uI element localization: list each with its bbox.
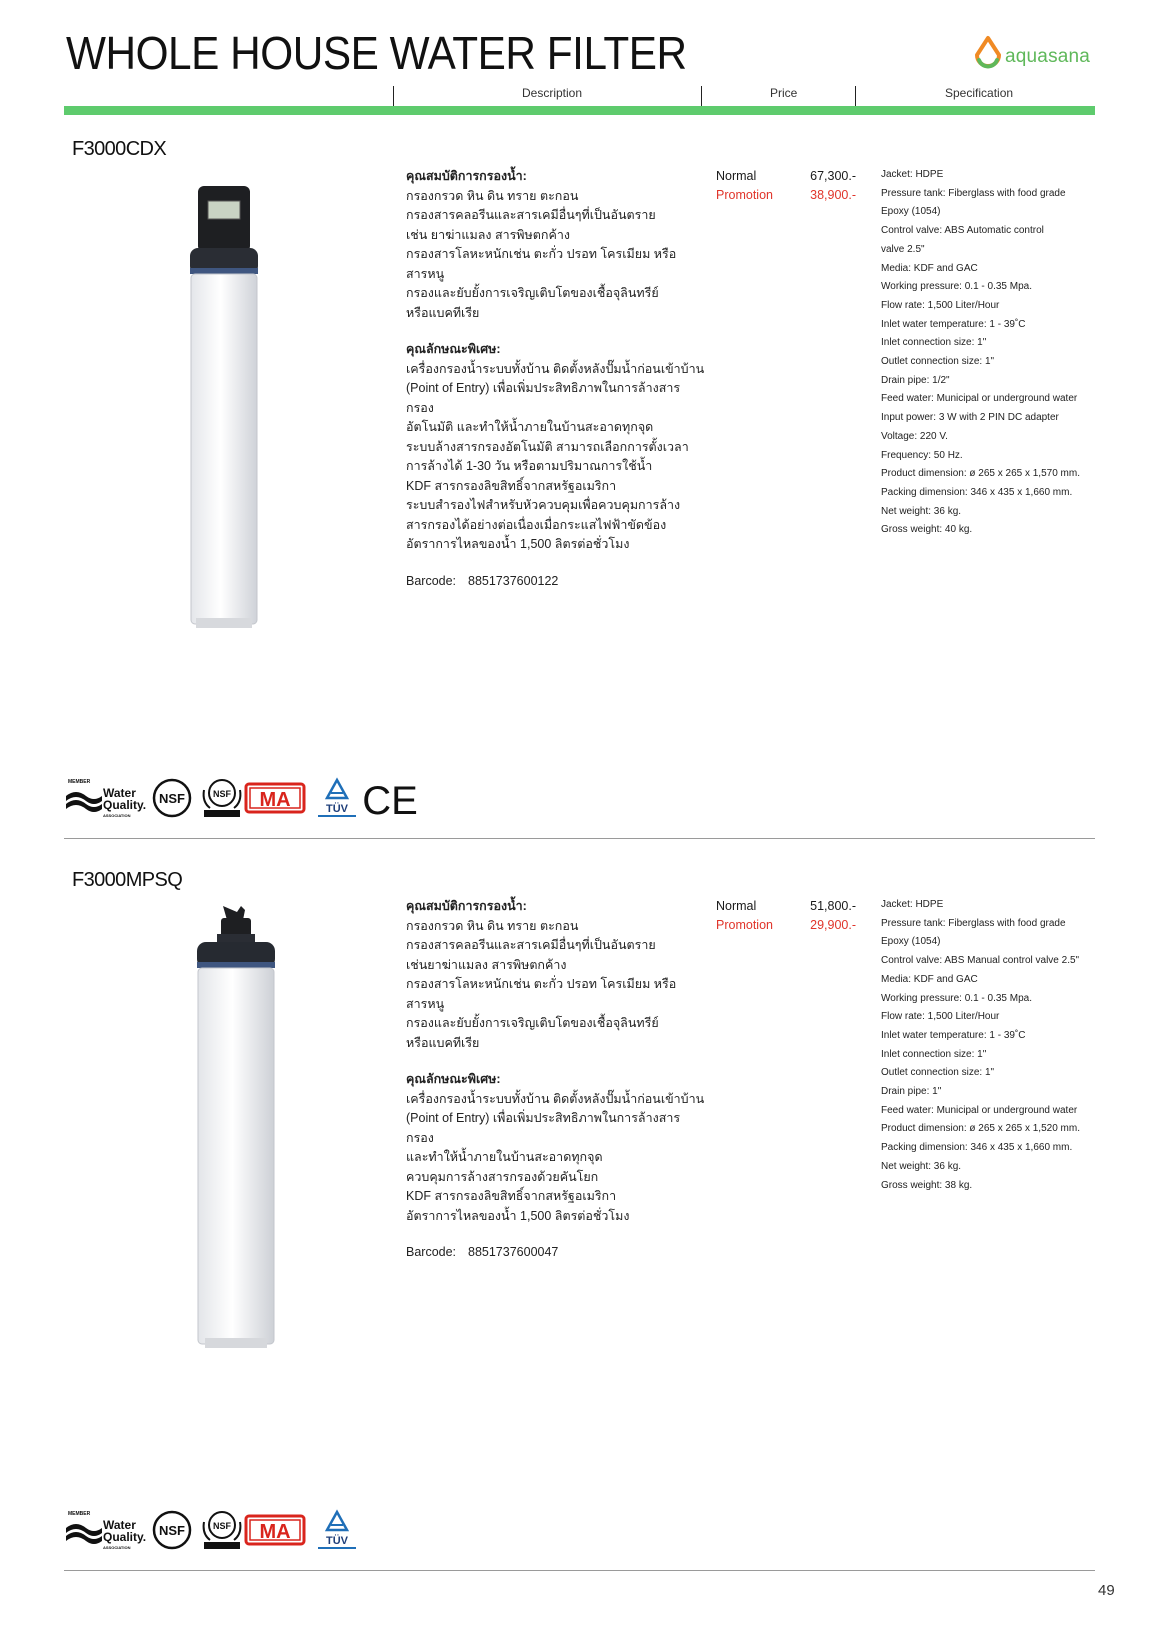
- feature-line: KDF สารกรองลิขสิทธิ์จากสหรัฐอเมริกา: [406, 1189, 617, 1203]
- spec-line: Flow rate: 1,500 Liter/Hour: [881, 299, 1000, 311]
- spec-block: [881, 166, 1096, 540]
- feature-line: การล้างได้ 1-30 วัน หรือตามปริมาณการใช้น้ำ: [406, 459, 653, 473]
- barcode: [406, 572, 706, 592]
- price-normal-row: [716, 167, 856, 186]
- price-promotion-label: Promotion: [716, 188, 773, 202]
- ma-text: MA: [259, 1521, 291, 1543]
- wqa-water-text: Water: [103, 786, 136, 800]
- spec-line: Net weight: 36 kg.: [881, 505, 962, 517]
- price-normal-label: Normal: [716, 899, 757, 913]
- filter-property-line: กรองและยับยั้งการเจริญเติบโตของเชื้อจุลินทรีย์: [406, 286, 659, 300]
- model-name: F3000CDX: [72, 138, 167, 160]
- description-block: [406, 897, 706, 1263]
- page-title: WHOLE HOUSE WATER FILTER: [66, 27, 687, 79]
- wqa-member-logo: [64, 776, 147, 824]
- spec-line: Outlet connection size: 1": [881, 356, 995, 368]
- feature-line: KDF สารกรองลิขสิทธิ์จากสหรัฐอเมริกา: [406, 478, 617, 493]
- spec-line: Pressure tank: Fiberglass with food grade: [881, 187, 1066, 199]
- tuv-text: TÜV: [326, 803, 348, 815]
- product-image-f3000cdx: [188, 186, 260, 631]
- wqa-association-text: ASSOCIATION: [103, 1545, 131, 1550]
- filter-property-line: กรองสารโลหะหนักเช่น ตะกั่ว ปรอท โครเมียม หรือสารหนู: [406, 977, 677, 1011]
- price-promotion-row: [716, 916, 856, 935]
- feature-line: ควบคุมการล้างสารกรองด้วยคันโยก: [406, 1169, 599, 1184]
- tuv-logo: [316, 776, 358, 820]
- wqa-quality-text: Quality.: [103, 798, 147, 812]
- nsf-text: NSF: [159, 1523, 185, 1538]
- spec-line: Working pressure: 0.1 - 0.35 Mpa.: [881, 992, 1032, 1004]
- spec-line: Jacket: HDPE: [881, 899, 944, 910]
- price-promotion-row: [716, 186, 856, 205]
- feature-line: อัตโนมัติ และทำให้น้ำภายในบ้านสะอาดทุกจุด: [406, 420, 654, 434]
- spec-line: Product dimension: ø 265 x 265 x 1,520 mm.: [881, 1123, 1080, 1135]
- spec-line: Drain pipe: 1": [881, 1086, 942, 1098]
- model-name: F3000MPSQ: [72, 869, 183, 891]
- spec-line: Feed water: Municipal or underground water: [881, 393, 1078, 405]
- spec-line: Input power: 3 W with 2 PIN DC adapter: [881, 412, 1059, 424]
- wqa-water-text: Water: [103, 1518, 136, 1532]
- nsf-iso-logo: [200, 776, 244, 820]
- spec-line: Jacket: HDPE: [881, 169, 944, 180]
- spec-line: Gross weight: 40 kg.: [881, 524, 973, 536]
- features-title: คุณลักษณะพิเศษ:: [406, 342, 501, 356]
- brand-logo: [974, 36, 1104, 76]
- wqa-association-text: ASSOCIATION: [103, 813, 131, 818]
- feature-line: ระบบล้างสารกรองอัตโนมัติ สามารถเลือกการตั้งเวลา: [406, 439, 689, 454]
- spec-line: Media: KDF and GAC: [881, 973, 978, 985]
- brand-name: aquasana: [1005, 46, 1091, 67]
- filter-property-line: เช่นยาฆ่าแมลง สารพิษตกค้าง: [406, 957, 567, 972]
- filter-properties-title: คุณสมบัติการกรองน้ำ:: [406, 899, 527, 913]
- column-header-description: Description: [522, 86, 583, 100]
- feature-line: เครื่องกรองน้ำระบบทั้งบ้าน ติดตั้งหลังปั๊มน้ำก่อนเข้าบ้าน: [406, 1091, 705, 1106]
- wqa-member-logo: [64, 1508, 147, 1556]
- price-normal-label: Normal: [716, 169, 757, 183]
- spec-line: Working pressure: 0.1 - 0.35 Mpa.: [881, 281, 1032, 293]
- wqa-member-text: MEMBER: [68, 779, 91, 785]
- header-green-bar: [64, 106, 1095, 115]
- spec-line: Control valve: ABS Automatic control: [881, 225, 1044, 237]
- spec-line: Epoxy (1054): [881, 206, 941, 218]
- drop-icon: [974, 36, 1002, 74]
- price-promotion-label: Promotion: [716, 918, 773, 932]
- price-block: [716, 167, 856, 205]
- feature-line: (Point of Entry) เพื่อเพิ่มประสิทธิภาพในการล้างสารกรอง: [406, 381, 681, 415]
- spec-block: [881, 896, 1096, 1195]
- nsf-logo: [152, 1508, 192, 1552]
- filter-property-line: กรองสารโลหะหนักเช่น ตะกั่ว ปรอท โครเมียม หรือสารหนู: [406, 247, 677, 281]
- spec-line: valve 2.5": [881, 243, 925, 255]
- wqa-member-text: MEMBER: [68, 1511, 91, 1517]
- filter-property-line: กรองกรวด หิน ดิน ทราย ตะกอน: [406, 918, 579, 933]
- barcode-value: 8851737600122: [468, 573, 559, 588]
- feature-line: (Point of Entry) เพื่อเพิ่มประสิทธิภาพในการล้างสารกรอง: [406, 1111, 681, 1145]
- spec-line: Packing dimension: 346 x 435 x 1,660 mm.: [881, 1142, 1073, 1154]
- column-header-specification: Specification: [945, 86, 1014, 100]
- barcode-value: 8851737600047: [468, 1245, 559, 1259]
- ce-logo: [362, 776, 418, 823]
- price-promotion-value: 38,900.-: [810, 188, 856, 202]
- filter-property-line: เช่น ยาฆ่าแมลง สารพิษตกค้าง: [406, 227, 570, 242]
- barcode-label: Barcode:: [406, 1245, 457, 1259]
- spec-line: Frequency: 50 Hz.: [881, 449, 963, 461]
- feature-line: ระบบสำรองไฟสำหรับหัวควบคุมเพื่อควบคุมการล้าง: [406, 498, 681, 512]
- nsf-text: NSF: [159, 791, 185, 806]
- price-normal-value: 51,800.-: [810, 899, 856, 913]
- price-block: [716, 897, 856, 935]
- spec-line: Flow rate: 1,500 Liter/Hour: [881, 1011, 1000, 1023]
- features-title: คุณลักษณะพิเศษ:: [406, 1072, 501, 1086]
- price-promotion-value: 29,900.-: [810, 918, 856, 932]
- spec-line: Control valve: ABS Manual control valve 2.5": [881, 955, 1080, 967]
- feature-line: เครื่องกรองน้ำระบบทั้งบ้าน ติดตั้งหลังปั๊มน้ำก่อนเข้าบ้าน: [406, 361, 705, 376]
- tuv-logo: [316, 1508, 358, 1552]
- ma-logo: [244, 776, 306, 820]
- page-number: 49: [1098, 1582, 1115, 1599]
- nsf-iso-logo: [200, 1508, 244, 1552]
- section-divider: [64, 838, 1095, 839]
- spec-line: Inlet water temperature: 1 - 39˚C: [881, 1029, 1026, 1041]
- feature-line: สารกรองได้อย่างต่อเนื่องเมื่อกระแสไฟฟ้าขัดข้อง: [406, 517, 667, 532]
- spec-line: Voltage: 220 V.: [881, 430, 948, 442]
- feature-line: อัตราการไหลของน้ำ 1,500 ลิตรต่อชั่วโมง: [406, 1208, 630, 1223]
- filter-property-line: กรองสารคลอรีนและสารเคมีอื่นๆที่เป็นอันตราย: [406, 208, 656, 222]
- spec-line: Inlet water temperature: 1 - 39˚C: [881, 318, 1026, 330]
- spec-line: Pressure tank: Fiberglass with food grade: [881, 917, 1066, 929]
- description-block: [406, 167, 706, 591]
- ce-text: CE: [362, 779, 418, 823]
- nsf-logo: [152, 776, 192, 820]
- feature-line: และทำให้น้ำภายในบ้านสะอาดทุกจุด: [406, 1150, 603, 1164]
- spec-line: Inlet connection size: 1": [881, 1048, 987, 1060]
- barcode-label: Barcode:: [406, 573, 457, 588]
- ma-text: MA: [259, 789, 291, 811]
- barcode: [406, 1243, 706, 1263]
- price-normal-value: 67,300.-: [810, 169, 856, 183]
- product-image-f3000mpsq: [193, 906, 279, 1351]
- column-header-price: Price: [770, 86, 798, 100]
- feature-line: อัตราการไหลของน้ำ 1,500 ลิตรต่อชั่วโมง: [406, 537, 630, 551]
- ma-logo: [244, 1508, 306, 1552]
- filter-properties-title: คุณสมบัติการกรองน้ำ:: [406, 169, 527, 183]
- filter-property-line: กรองกรวด หิน ดิน ทราย ตะกอน: [406, 188, 579, 203]
- spec-line: Net weight: 36 kg.: [881, 1160, 962, 1172]
- nsf-iso-text: NSF: [213, 789, 231, 799]
- spec-line: Packing dimension: 346 x 435 x 1,660 mm.: [881, 486, 1073, 498]
- section-divider: [64, 1570, 1095, 1571]
- price-normal-row: [716, 897, 856, 916]
- tuv-text: TÜV: [326, 1535, 348, 1547]
- filter-property-line: กรองและยับยั้งการเจริญเติบโตของเชื้อจุลินทรีย์: [406, 1016, 659, 1030]
- spec-line: Media: KDF and GAC: [881, 262, 978, 274]
- spec-line: Outlet connection size: 1": [881, 1067, 995, 1079]
- filter-property-line: กรองสารคลอรีนและสารเคมีอื่นๆที่เป็นอันตราย: [406, 938, 656, 952]
- wqa-quality-text: Quality.: [103, 1530, 147, 1544]
- filter-property-line: หรือแบคทีเรีย: [406, 305, 480, 320]
- spec-line: Feed water: Municipal or underground water: [881, 1104, 1078, 1116]
- spec-line: Inlet connection size: 1": [881, 337, 987, 349]
- spec-line: Epoxy (1054): [881, 936, 941, 948]
- nsf-iso-text: NSF: [213, 1521, 231, 1531]
- spec-line: Drain pipe: 1/2": [881, 374, 950, 386]
- spec-line: Gross weight: 38 kg.: [881, 1179, 973, 1191]
- filter-property-line: หรือแบคทีเรีย: [406, 1035, 480, 1050]
- spec-line: Product dimension: ø 265 x 265 x 1,570 mm.: [881, 468, 1080, 480]
